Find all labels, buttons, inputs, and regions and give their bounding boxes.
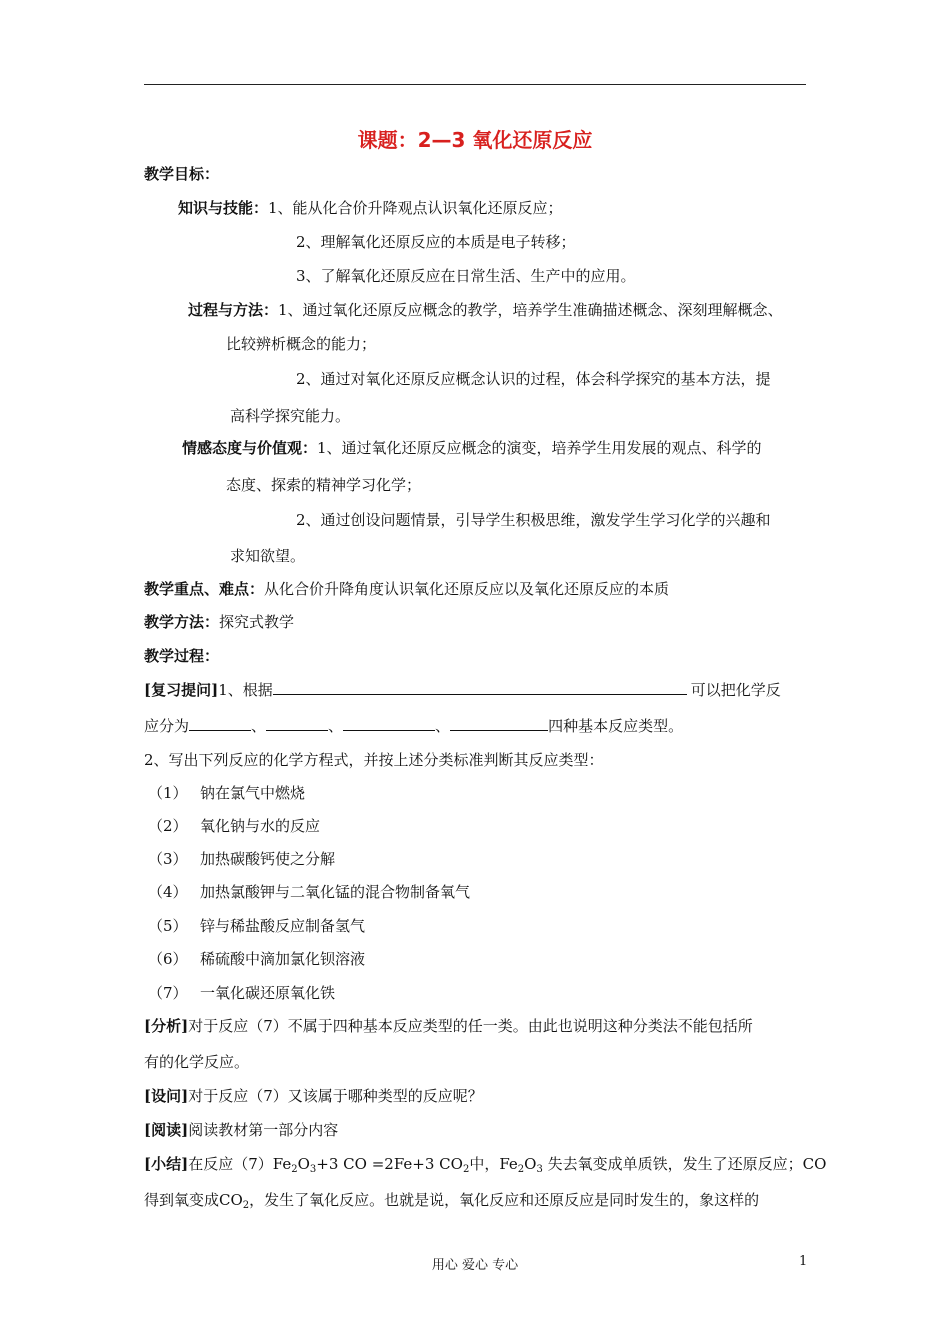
reaction-num: （5） xyxy=(148,917,188,935)
summary-text: 得到氧变成CO xyxy=(144,1191,243,1209)
subscript: 3 xyxy=(309,1164,317,1175)
reaction-item xyxy=(148,882,470,902)
summary-text: 失去氧变成单质铁，发生了还原反应；CO xyxy=(542,1155,827,1173)
review-label: [复习提问] xyxy=(144,681,219,699)
blank-type-3 xyxy=(343,716,435,731)
blank-criterion xyxy=(273,680,687,695)
reaction-num: （6） xyxy=(148,950,188,968)
emotion-item-1b: 态度、探索的精神学习化学； xyxy=(226,476,422,494)
process-label: 过程与方法： xyxy=(188,301,279,319)
review-text-2b: 四种基本反应类型。 xyxy=(548,717,684,735)
process-line-1 xyxy=(188,300,783,320)
emotion-item-1a: 1、通过氧化还原反应概念的演变，培养学生用发展的观点、科学的 xyxy=(317,439,762,457)
reaction-text: 加热碳酸钙使之分解 xyxy=(200,850,336,868)
reaction-num: （3） xyxy=(148,850,188,868)
separator: 、 xyxy=(251,717,267,735)
summary-text: O xyxy=(524,1155,537,1173)
reading-line xyxy=(144,1120,338,1140)
reaction-text: 一氧化碳还原氧化铁 xyxy=(200,984,336,1002)
reaction-item xyxy=(148,916,365,936)
review-text-1a: 1、根据 xyxy=(218,681,273,699)
summary-text: 在反应（7）Fe xyxy=(188,1155,292,1173)
separator: 、 xyxy=(328,717,344,735)
emotion-item-2b: 求知欲望。 xyxy=(230,547,306,565)
subscript: 2 xyxy=(291,1164,298,1175)
page-title: 课题：2—3 氧化还原反应 xyxy=(357,128,593,152)
emotion-item-2a: 2、通过创设问题情景，引导学生积极思维，激发学生学习化学的兴趣和 xyxy=(296,511,771,529)
summary-text: +3 CO =2Fe+3 CO xyxy=(316,1155,463,1173)
subscript: 3 xyxy=(536,1164,543,1175)
process-item-1a: 1、通过氧化还原反应概念的教学，培养学生准确描述概念、深刻理解概念、 xyxy=(278,301,783,319)
reading-text: 阅读教材第一部分内容 xyxy=(188,1121,339,1139)
page-footer: 用心 爱心 专心 xyxy=(431,1258,519,1273)
reaction-num: （2） xyxy=(148,817,188,835)
keypoints-label: 教学重点、难点： xyxy=(144,580,265,598)
goals-label: 教学目标： xyxy=(144,165,220,183)
subscript: 2 xyxy=(242,1200,250,1211)
review-text-1b: 可以把化学反 xyxy=(690,681,781,699)
summary-line-1 xyxy=(144,1154,826,1180)
keypoints-line xyxy=(144,579,669,599)
question-2: 2、写出下列反应的化学方程式，并按上述分类标准判断其反应类型： xyxy=(144,751,604,769)
review-line-2 xyxy=(144,716,683,736)
reaction-item xyxy=(148,983,335,1003)
reaction-text: 钠在氯气中燃烧 xyxy=(200,784,306,802)
summary-text: ，发生了氧化反应。也就是说，氧化反应和还原反应是同时发生的，象这样的 xyxy=(249,1191,760,1209)
review-line-1 xyxy=(144,680,781,700)
subscript: 2 xyxy=(462,1164,470,1175)
knowledge-label: 知识与技能： xyxy=(178,199,269,217)
blank-type-4 xyxy=(450,716,548,731)
reaction-text: 氧化钠与水的反应 xyxy=(200,817,321,835)
process-item-2b: 高科学探究能力。 xyxy=(230,407,351,425)
process-item-1b: 比较辨析概念的能力； xyxy=(226,335,377,353)
reaction-item xyxy=(148,949,365,969)
keypoints-text: 从化合价升降角度认识氧化还原反应以及氧化还原反应的本质 xyxy=(264,580,670,598)
reaction-item xyxy=(148,783,305,803)
summary-text: 中，Fe xyxy=(469,1155,518,1173)
blank-type-2 xyxy=(266,716,328,731)
summary-line-2 xyxy=(144,1190,759,1216)
reaction-text: 稀硫酸中滴加氯化钡溶液 xyxy=(200,950,366,968)
reaction-num: （1） xyxy=(148,784,188,802)
method-text: 探究式教学 xyxy=(219,613,295,631)
question-label: [设问] xyxy=(144,1087,189,1105)
method-line xyxy=(144,612,294,632)
reaction-text: 加热氯酸钾与二氧化锰的混合物制备氧气 xyxy=(200,883,471,901)
reaction-num: （7） xyxy=(148,984,188,1002)
knowledge-line-1 xyxy=(178,198,563,218)
separator: 、 xyxy=(435,717,451,735)
emotion-label: 情感态度与价值观： xyxy=(182,439,318,457)
emotion-line-1 xyxy=(182,438,762,458)
blank-type-1 xyxy=(189,716,251,731)
question-line xyxy=(144,1086,483,1106)
method-label: 教学方法： xyxy=(144,613,220,631)
reaction-item xyxy=(148,849,335,869)
analysis-line-1 xyxy=(144,1016,753,1036)
knowledge-item-3: 3、了解氧化还原反应在日常生活、生产中的应用。 xyxy=(296,267,636,285)
review-text-2a: 应分为 xyxy=(144,717,190,735)
analysis-label: [分析] xyxy=(144,1017,189,1035)
reading-label: [阅读] xyxy=(144,1121,189,1139)
subscript: 2 xyxy=(517,1164,525,1175)
summary-text: O xyxy=(297,1155,310,1173)
process-item-2a: 2、通过对氧化还原反应概念认识的过程，体会科学探究的基本方法，提 xyxy=(296,370,771,388)
knowledge-item-2: 2、理解氧化还原反应的本质是电子转移； xyxy=(296,233,576,251)
knowledge-item-1: 1、能从化合价升降观点认识氧化还原反应； xyxy=(268,199,563,217)
header-rule xyxy=(144,84,806,85)
analysis-text-a: 对于反应（7）不属于四种基本反应类型的任一类。由此也说明这种分类法不能包括所 xyxy=(188,1017,753,1035)
summary-label: [小结] xyxy=(144,1155,189,1173)
reaction-text: 锌与稀盐酸反应制备氢气 xyxy=(200,917,366,935)
process-heading: 教学过程： xyxy=(144,647,220,665)
reaction-num: （4） xyxy=(148,883,188,901)
analysis-text-b: 有的化学反应。 xyxy=(144,1053,250,1071)
page-number: 1 xyxy=(799,1254,808,1269)
reaction-item xyxy=(148,816,320,836)
question-text: 对于反应（7）又该属于哪种类型的反应呢？ xyxy=(188,1087,483,1105)
